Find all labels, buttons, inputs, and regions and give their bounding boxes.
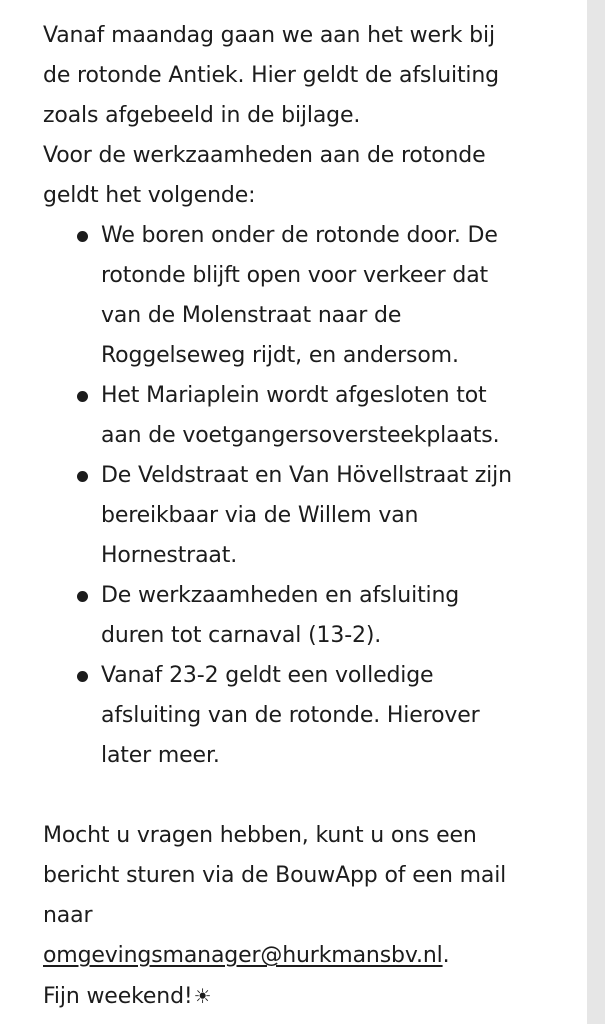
list-item [101,376,563,456]
email-suffix: . [442,943,450,968]
list-item [101,456,563,576]
list-item [101,216,563,376]
list-item-line: We boren onder de rotonde door. De [101,223,498,248]
list-item-line: rotonde blijft open voor verkeer dat [101,263,489,288]
closing-line: bericht sturen via de BouwApp of een mail [43,863,507,888]
intro-line: de rotonde Antiek. Hier geldt de afsluiting [43,63,500,88]
list-item-line: van de Molenstraat naar de [101,303,402,328]
bullet-icon [77,231,88,242]
bullet-icon [77,671,88,682]
intro-line: Voor de werkzaamheden aan de rotonde [43,143,486,168]
list-item-line: Roggelseweg rijdt, en andersom. [101,343,459,368]
bullet-list [43,216,563,776]
bullet-icon [77,591,88,602]
list-item-line: De werkzaamheden en afsluiting [101,583,460,608]
intro-line: Vanaf maandag gaan we aan het werk bij [43,23,495,48]
sun-icon: ☀ [193,984,212,1008]
signoff-line [43,976,563,1017]
paragraph-spacer [43,776,563,816]
message-body [43,16,563,1017]
list-item-line: aan de voetgangersoversteekplaats. [101,423,500,448]
list-item [101,576,563,656]
list-item-line: Het Mariaplein wordt afgesloten tot [101,383,487,408]
bullet-icon [77,391,88,402]
closing-line: Mocht u vragen hebben, kunt u ons een [43,823,477,848]
signoff-text: Fijn weekend! [43,984,193,1009]
list-item-line: De Veldstraat en Van Hövellstraat zijn [101,463,512,488]
email-line [43,936,563,976]
list-item-line: Hornestraat. [101,543,238,568]
list-item-line: later meer. [101,743,220,768]
list-item-line: Vanaf 23-2 geldt een volledige [101,663,434,688]
intro-line: zoals afgebeeld in de bijlage. [43,103,361,128]
list-item-line: duren tot carnaval (13-2). [101,623,382,648]
intro-line: geldt het volgende: [43,183,256,208]
bullet-icon [77,471,88,482]
email-link[interactable]: omgevingsmanager@hurkmansbv.nl [43,943,443,968]
list-item-line: bereikbaar via de Willem van [101,503,419,528]
list-item [101,656,563,776]
screen-edge [587,0,605,1024]
closing-line: naar [43,903,93,928]
list-item-line: afsluiting van de rotonde. Hierover [101,703,480,728]
